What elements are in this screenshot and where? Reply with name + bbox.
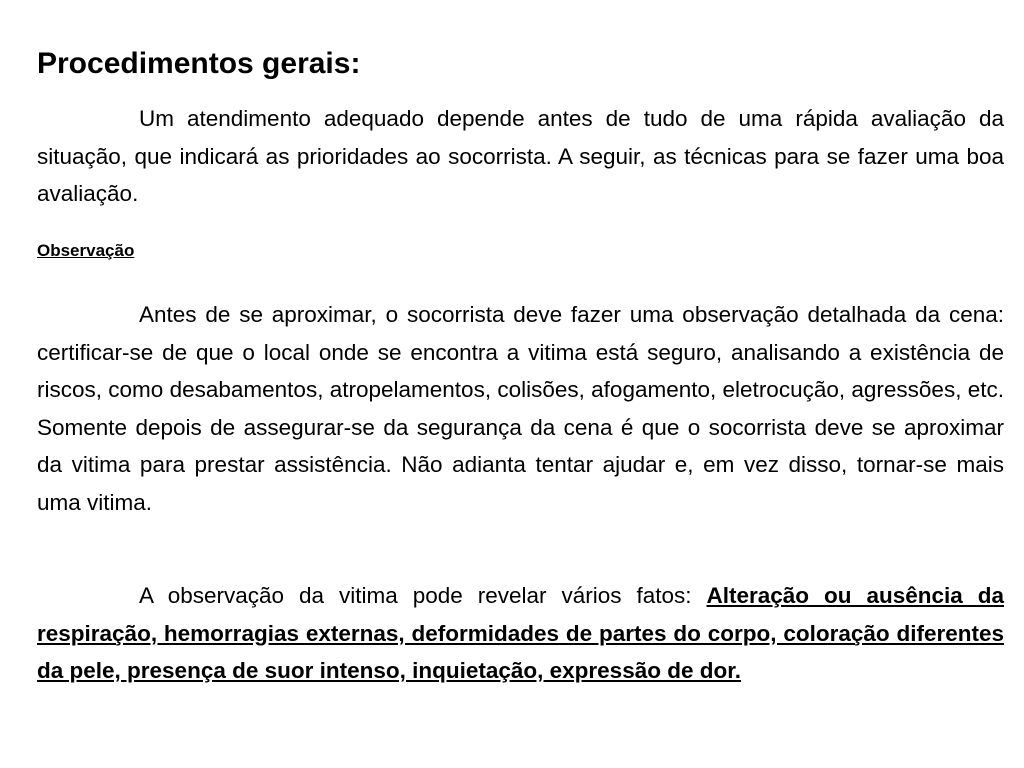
facts-paragraph-lead: A observação da vitima pode revelar vários fatos:	[139, 583, 707, 608]
section-heading-observacao: Observação	[37, 241, 135, 260]
facts-paragraph	[37, 577, 1004, 690]
observation-paragraph: Antes de se aproximar, o socorrista deve fazer uma observação detalhada da cena: certificar-se de que o local onde se encontra a vitima está seguro, analisando a existência de riscos, como desabamentos, atropelamentos, colisões, afogamento, eletrocução, agressões, etc. Somente depois de assegurar-se da segurança da cena é que o socorrista deve se aproximar da vitima para prestar assistência. Não adianta tentar ajudar e, em vez disso, tornar-se mais uma vitima.	[37, 302, 1004, 515]
page-title: Procedimentos gerais:	[37, 47, 361, 80]
facts-paragraph-emphasis: Alteração ou ausência da respiração, hemorragias externas, deformidades de partes do corpo, coloração diferentes da pele, presença de suor intenso, inquietação, expressão de dor.	[37, 583, 1004, 683]
intro-paragraph: Um atendimento adequado depende antes de tudo de uma rápida avaliação da situação, que indicará as prioridades ao socorrista. A seguir, as técnicas para se fazer uma boa avaliação.	[37, 106, 1004, 206]
